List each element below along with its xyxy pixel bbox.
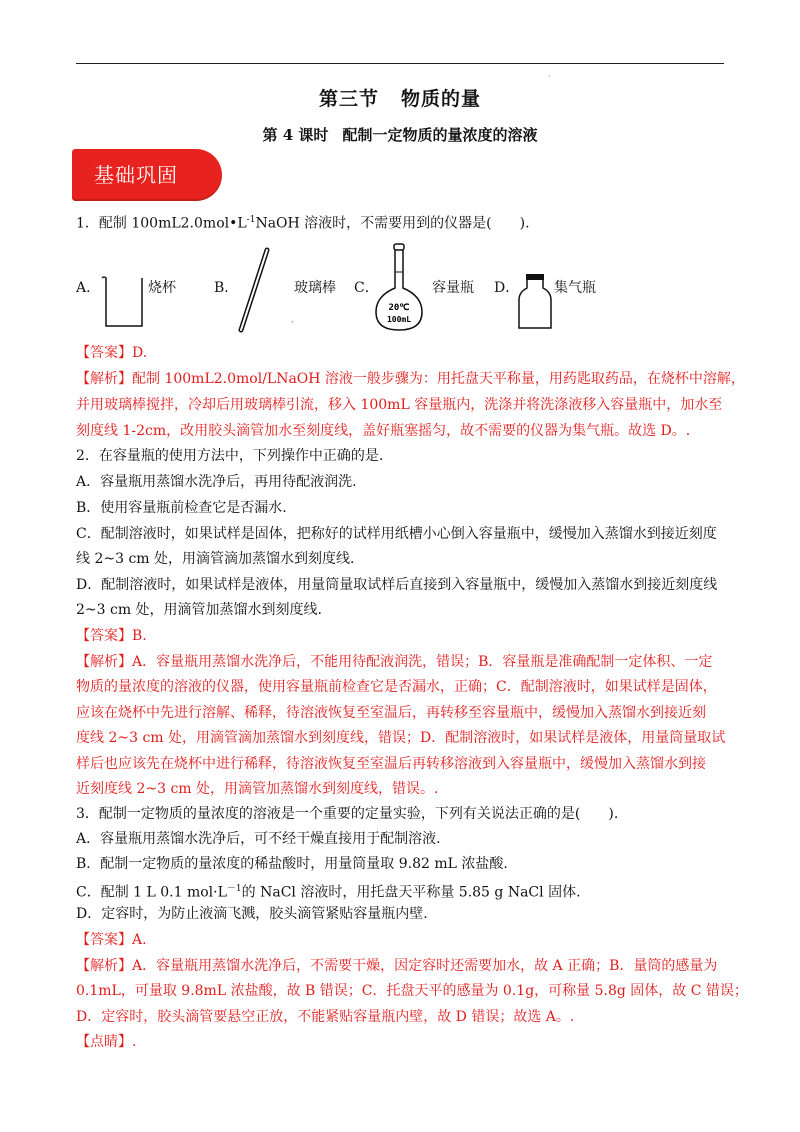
q1-option-b-letter: B． — [214, 280, 239, 296]
beaker-icon — [100, 274, 144, 330]
q3-option-b: B．配制一定物质的量浓度的稀盐酸时，用量筒量取 9.82 mL 浓盐酸. — [76, 856, 508, 872]
section-banner — [72, 149, 222, 201]
q1-answer: 【答案】D. — [76, 345, 148, 361]
q1-option-d-label: 集气瓶 — [554, 280, 596, 296]
q2-option-c: C．配制溶液时，如果试样是固体，把称好的试样用纸槽小心倒入容量瓶中，缓慢加入蒸馏水到接近刻度 — [76, 526, 717, 542]
q1-stem: 1．配制 $100mL2.0mol•L^{-1}NaOH$ 溶液时，不需要用到的仪器是( ). — [76, 215, 530, 232]
q3-analysis-line: 0.1mL，可量取 9.8mL 浓盐酸，故 B 错误；C．托盘天平的感量为 0.1g，可称量 5.8g 固体，故 C 错误； — [76, 983, 748, 999]
q1-option-a-label: 烧杯 — [148, 280, 176, 296]
q2-analysis-line: 度线 2~3 cm 处，用滴管滴加蒸馏水到刻度线，错误；D．配制溶液时，如果试样是液体，用量筒量取试 — [76, 730, 726, 746]
q1-analysis-line: 并用玻璃棒搅拌，冷却后用玻璃棒引流，移入 100mL 容量瓶内，洗涤并将洗涤液移入容量瓶中，加水至 — [76, 397, 723, 413]
gas-jar-icon — [516, 272, 554, 332]
q3-answer: 【答案】A. — [76, 932, 147, 948]
q1-option-c-label: 容量瓶 — [432, 280, 474, 296]
q1-analysis-line: 【解析】配制 100mL2.0mol/LNaOH 溶液一般步骤为：用托盘天平称量，用药匙取药品，在烧杯中溶解， — [76, 371, 745, 387]
q2-analysis-line: 近刻度线 2~3 cm 处，用滴管加蒸馏水到刻度线，错误。. — [76, 781, 439, 797]
q2-option-a: A．容量瓶用蒸馏水洗净后，再用待配液润洗. — [76, 474, 357, 490]
q3-analysis-line: D．定容时，胶头滴管要悬空正放，不能紧贴容量瓶内壁，故 D 错误；故选 A。. — [76, 1009, 575, 1025]
q2-analysis-line: 样后也应该先在烧杯中进行稀释，待溶液恢复至室温后再转移溶液到入容量瓶中，缓慢加入蒸馏水到接 — [76, 756, 706, 772]
q3-option-a: A．容量瓶用蒸馏水洗净后，可不经干燥直接用于配制溶液. — [76, 831, 441, 847]
q1-analysis-line: 刻度线 1-2cm，改用胶头滴管加水至刻度线，盖好瓶塞摇匀，故不需要的仪器为集气瓶。故选 D。. — [76, 423, 691, 439]
q2-analysis-line: 物质的量浓度的溶液的仪器，使用容量瓶前检查它是否漏水，正确；C．配制溶液时，如果试样是固体， — [76, 679, 717, 695]
q3-option-c: C．配制 1 L 0.1 $mol\cdot L^{-1}$的 NaCl 溶液时，用托盘天平称量 5.85 g NaCl 固体. — [76, 884, 581, 901]
q2-analysis-line: 【解析】A．容量瓶用蒸馏水洗净后，不能用待配液润洗，错误；B．容量瓶是准确配制一定体积、一定 — [76, 654, 713, 670]
q2-analysis-line: 应该在烧杯中先进行溶解、稀释，待溶液恢复至室温后，再转移至容量瓶中，缓慢加入蒸馏水到接近刻 — [76, 705, 706, 721]
header-rule — [76, 63, 724, 64]
rod-mark: · — [291, 318, 294, 327]
flask-volume-label: 100mL — [386, 315, 412, 324]
q3-stem: 3．配制一定物质的量浓度的溶液是一个重要的定量实验，下列有关说法正确的是( ). — [76, 806, 619, 822]
q3-option-d: D．定容时，为防止液滴飞溅，胶头滴管紧贴容量瓶内壁. — [76, 906, 428, 922]
q2-answer: 【答案】B. — [76, 628, 147, 644]
flask-temp-label: 20℃ — [388, 303, 410, 313]
lesson-title: 第 4 课时 配制一定物质的量浓度的溶液 — [262, 126, 538, 144]
q1-option-d-letter: D． — [494, 280, 520, 296]
q2-option-d-cont: 2~3 cm 处，用滴管加蒸馏水到刻度线. — [76, 602, 323, 618]
q2-option-d: D．配制溶液时，如果试样是液体，用量筒量取试样后直接到入容量瓶中，缓慢加入蒸馏水到接近刻度线 — [76, 577, 718, 593]
q3-tip: 【点睛】. — [76, 1034, 137, 1050]
section-title: 第三节 物质的量 — [318, 88, 482, 110]
q2-option-b: B．使用容量瓶前检查它是否漏水. — [76, 500, 287, 516]
q1-option-c-letter: C． — [354, 280, 379, 296]
q2-option-c-cont: 线 2~3 cm 处，用滴管滴加蒸馏水到刻度线. — [76, 551, 355, 567]
volumetric-flask-icon — [372, 242, 426, 334]
q1-option-b-label: 玻璃棒 — [294, 280, 336, 296]
q2-stem: 2．在容量瓶的使用方法中，下列操作中正确的是. — [76, 448, 384, 464]
q3-analysis-line: 【解析】A．容量瓶用蒸馏水洗净后，不需要干燥，因定容时还需要加水，故 A 正确；B．量筒的感量为 — [76, 958, 718, 974]
page-mark: · — [548, 72, 551, 81]
q1-option-a-letter: A． — [76, 280, 101, 296]
glass-rod-icon — [234, 246, 274, 334]
banner-label: 基础巩固 — [94, 163, 178, 187]
